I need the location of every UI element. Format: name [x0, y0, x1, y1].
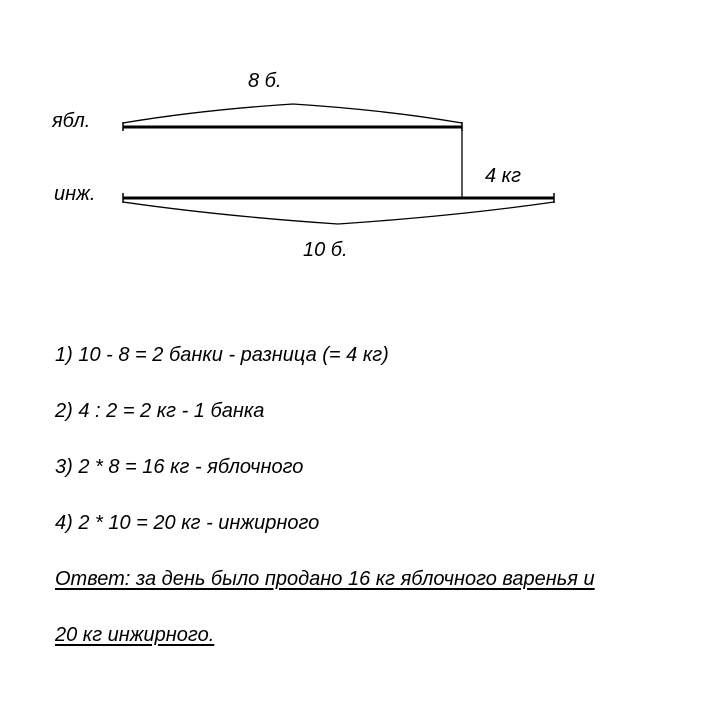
label-fig-jars: 10 б.: [303, 239, 348, 261]
label-apple: ябл.: [52, 110, 91, 132]
solution-step-4: 4) 2 * 10 = 20 кг - инжирного: [55, 512, 320, 534]
label-difference: 4 кг: [485, 165, 521, 187]
label-fig: инж.: [54, 183, 96, 205]
solution-step-3: 3) 2 * 8 = 16 кг - яблочного: [55, 456, 304, 478]
label-apple-jars: 8 б.: [248, 70, 282, 92]
answer-line-2: 20 кг инжирного.: [55, 624, 215, 646]
apple-brace: [123, 104, 462, 123]
fig-brace: [123, 202, 554, 224]
solution-step-1: 1) 10 - 8 = 2 банки - разница (= 4 кг): [55, 344, 389, 366]
segment-diagram: [0, 0, 724, 300]
solution-step-2: 2) 4 : 2 = 2 кг - 1 банка: [55, 400, 265, 422]
answer-line-1: Ответ: за день было продано 16 кг яблочного варенья и: [55, 568, 595, 590]
